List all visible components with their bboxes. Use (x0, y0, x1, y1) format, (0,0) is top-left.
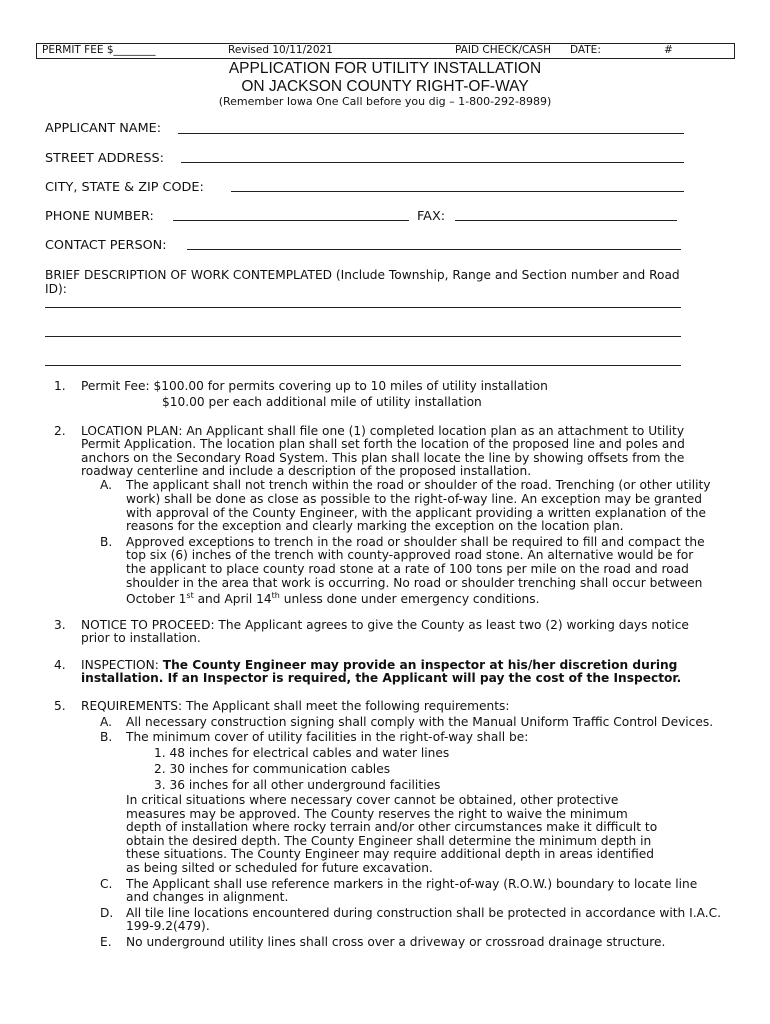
item-5-letter-b: B. (100, 730, 113, 744)
item-5b-paragraph: as being silted or scheduled for future excavation. (126, 861, 433, 875)
work-description-field-2[interactable] (45, 336, 681, 337)
item-4-label: INSPECTION: (81, 658, 163, 672)
item-2b-line (126, 589, 539, 606)
item-5b-list-item: 1. 48 inches for electrical cables and water lines (154, 746, 450, 760)
number-label: # (664, 44, 673, 56)
item-2-number: 2. (54, 424, 66, 438)
item-3-line: prior to installation. (81, 631, 201, 645)
item-2b-date-1: October 1 (126, 592, 187, 607)
item-2-line: Permit Application. The location plan shall set forth the location of the proposed line and poles and (81, 437, 685, 451)
contact-person-field[interactable] (187, 249, 681, 250)
item-5-letter-e: E. (100, 935, 112, 949)
item-5b-paragraph: obtain the desired depth. The County Engineer shall determine the minimum depth in (126, 834, 652, 848)
item-4-line (81, 658, 677, 672)
item-2b-line: the applicant to place county road stone at a rate of 100 tons per mile on the road and road (126, 562, 689, 576)
revised-date: Revised 10/11/2021 (228, 44, 333, 56)
item-2-line: anchors on the Secondary Road System. This plan shall locate the line by showing offsets from the (81, 451, 685, 465)
item-2b-date-1-suffix: st (186, 591, 194, 600)
item-5b-paragraph: In critical situations where necessary cover cannot be obtained, other protective (126, 793, 619, 807)
item-5b-paragraph: depth of installation where rocky terrain and/or other circumstances make it difficult to (126, 820, 658, 834)
item-4-bold-text: installation. If an Inspector is required, the Applicant will pay the cost of the Inspector. (81, 671, 682, 685)
item-2-letter-a: A. (100, 478, 112, 492)
item-5d-line: 199-9.2(479). (126, 919, 210, 933)
page-title-line-2: ON JACKSON COUNTY RIGHT-OF-WAY (241, 78, 529, 95)
contact-person-label: CONTACT PERSON: (45, 238, 167, 253)
item-5b-list-item: 2. 30 inches for communication cables (154, 762, 391, 776)
item-5d-line: All tile line locations encountered during construction shall be protected in accordance with I.A.C. (126, 906, 721, 920)
applicant-name-label: APPLICANT NAME: (45, 121, 162, 136)
item-2a-line: reasons for the exception and clearly marking the exception on the location plan. (126, 519, 624, 533)
item-5-letter-a: A. (100, 715, 112, 729)
item-2-line: roadway centerline and include a description of the proposed installation. (81, 464, 532, 478)
item-2b-date-2-suffix: th (271, 591, 280, 600)
item-2a-line: with approval of the County Engineer, with the applicant providing a written explanation of the (126, 506, 706, 520)
item-5b-line: The minimum cover of utility facilities in the right-of-way shall be: (126, 730, 529, 744)
work-description-field-1[interactable] (45, 307, 681, 308)
item-1-number: 1. (54, 379, 66, 393)
item-5e-line: No underground utility lines shall cross over a driveway or crossroad drainage structure. (126, 935, 666, 949)
item-5b-paragraph: these situations. The County Engineer may require additional depth in areas identified (126, 847, 655, 861)
item-5-number: 5. (54, 699, 66, 713)
phone-number-label: PHONE NUMBER: (45, 209, 154, 224)
item-5a-line: All necessary construction signing shall comply with the Manual Uniform Traffic Control Devices. (126, 715, 714, 729)
street-address-field[interactable] (181, 162, 684, 163)
item-5b-paragraph: measures may be approved. The County reserves the right to waive the minimum (126, 807, 628, 821)
item-2a-line: work) shall be done as close as possible to the right-of-way line. An exception may be granted (126, 492, 702, 506)
item-5-letter-c: C. (100, 877, 113, 891)
item-2b-line: top six (6) inches of the trench with county-approved road stone. An alternative would be for (126, 548, 694, 562)
item-5c-line: The Applicant shall use reference markers in the right-of-way (R.O.W.) boundary to locate line (126, 877, 698, 891)
item-2a-line: The applicant shall not trench within the road or shoulder of the road. Trenching (or other utility (126, 478, 711, 492)
date-label: DATE: (570, 44, 601, 56)
applicant-name-field[interactable] (178, 133, 684, 134)
permit-fee-label: PERMIT FEE $________ (42, 44, 156, 56)
page-title-line-1: APPLICATION FOR UTILITY INSTALLATION (228, 60, 542, 77)
work-description-label-cont: ID): (45, 282, 67, 296)
item-4-bold-text: The County Engineer may provide an inspector at his/her discretion during (162, 658, 678, 672)
item-2b-date-rest: unless done under emergency conditions. (279, 592, 540, 607)
fax-label: FAX: (417, 209, 446, 224)
item-5-line: REQUIREMENTS: The Applicant shall meet the following requirements: (81, 699, 510, 713)
city-state-zip-label: CITY, STATE & ZIP CODE: (45, 180, 204, 195)
item-2b-line: shoulder in the area that work is occurring. No road or shoulder trenching shall occur between (126, 576, 703, 590)
paid-label: PAID CHECK/CASH (455, 44, 552, 56)
one-call-reminder: (Remember Iowa One Call before you dig – 1-800-292-8989) (218, 95, 552, 108)
item-3-number: 3. (54, 618, 66, 632)
item-1-line: $10.00 per each additional mile of utility installation (162, 395, 482, 409)
city-state-zip-field[interactable] (231, 191, 684, 192)
work-description-field-3[interactable] (45, 365, 681, 366)
item-2b-line: Approved exceptions to trench in the road or shoulder shall be required to fill and compact the (126, 535, 705, 549)
item-2b-date-2: and April 14 (193, 592, 272, 607)
item-5c-line: and changes in alignment. (126, 890, 289, 904)
street-address-label: STREET ADDRESS: (45, 151, 164, 166)
fax-field[interactable] (455, 220, 677, 221)
item-1-line: Permit Fee: $100.00 for permits covering up to 10 miles of utility installation (81, 379, 548, 393)
work-description-label: BRIEF DESCRIPTION OF WORK CONTEMPLATED (Include Township, Range and Section number and Road (45, 268, 680, 282)
item-4-number: 4. (54, 658, 66, 672)
item-5b-list-item: 3. 36 inches for all other underground facilities (154, 778, 441, 792)
item-2-letter-b: B. (100, 535, 113, 549)
phone-number-field[interactable] (173, 220, 409, 221)
item-3-line: NOTICE TO PROCEED: The Applicant agrees to give the County as least two (2) working days notice (81, 618, 689, 632)
item-2-line: LOCATION PLAN: An Applicant shall file one (1) completed location plan as an attachment to Utility (81, 424, 685, 438)
item-5-letter-d: D. (100, 906, 114, 920)
